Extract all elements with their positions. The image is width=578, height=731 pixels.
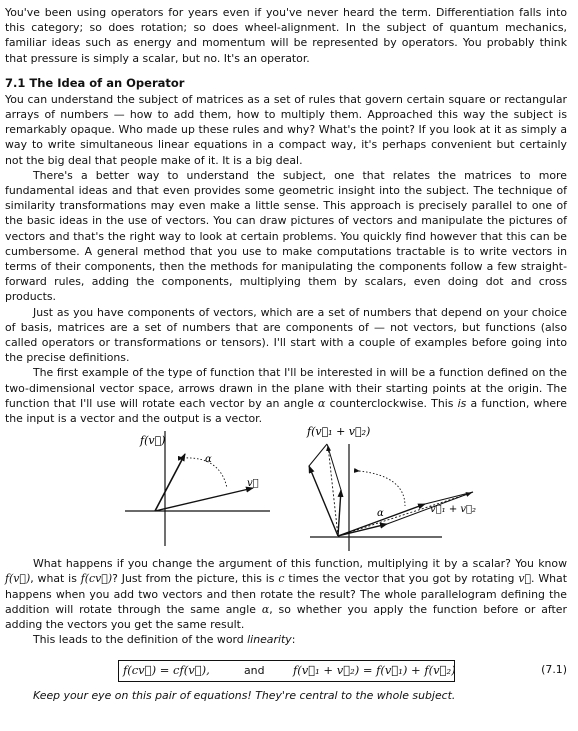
rotation-diagram [5,426,567,556]
equation-box [118,660,455,682]
right-label-alpha: α [377,508,384,520]
right-rotated-side-b [327,444,341,490]
paragraph-scalar-question: What happens if you change the argument of this function, multiplying it by a scalar? You know f(v⃗), what is f(cv⃗)? Just from the picture, this is c times the vector that you got by rotating v⃗. What happens when you add two vectors and then rotate the result? The whole parallelogram defining the addition will rotate through the same angle α, so whether you apply the function before or after adding the vectors you get the same result. [5,557,567,632]
equation-scalar: f(cv⃗) = cf(v⃗), [123,662,210,677]
right-label-sum: v⃗₁ + v⃗₂ [430,504,477,516]
paragraph-better-way: There's a better way to understand the subject, one that relates the matrices to more fundamental ideas and that even provides some geometric insight into the subject. The technique of similarity transformations may even make a little sense. This approach is precisely parallel to one of the basic ideas in the use of vectors. You can draw pictures of vectors and manipulate the pictures of vectors and that's the right way to look at certain problems. You quickly find however that this can be cumbersome. A general method that you use to make computations tractable is to write vectors in terms of their components, then the methods for manipulating the components follow a few straight-forward rules, adding the components, multiplying them by scalars, even doing dot and cross products. [5,168,567,304]
equation-and: and [244,663,265,677]
closing-sentence: Keep your eye on this pair of equations! They're central to the whole subject. [33,688,456,702]
right-rotated-v1 [309,466,338,536]
paragraph-matrices: You can understand the subject of matrices as a set of rules that govern certain square or rectangular arrays of numbers — how to add them, how to multiply them. Approached this way the subject is remarkably opaque. Who made up these rules and why? What's the point? If you look at it as simply a way to write simultaneous linear equations in a compact way, it's perhaps convenient but certainly not the big deal that people make of it. It is a big deal. [5,92,567,167]
equation-additive: f(v⃗₁ + v⃗₂) = f(v⃗₁) + f(v⃗₂) [293,662,456,677]
paragraph-components: Just as you have components of vectors, which are a set of numbers that depend on your choice of basis, matrices are a set of numbers that are components of — not vectors, but functions (also called operators or transformations or tensors). I'll start with a couple of examples before going into the precise definitions. [5,305,567,365]
right-rotation-arc [359,471,405,506]
right-vector-v2 [338,524,387,536]
left-rotated-vector [155,454,185,511]
left-vector-v [155,488,253,511]
paragraph-linearity-intro: This leads to the definition of the word linearity: [33,633,296,647]
document-body [5,5,567,703]
intro-paragraph: You've been using operators for years even if you've never heard the term. Differentiation falls into this category; so does rotation; so does wheel-alignment. In the subject of quantum mechanics, familiar ideas such as energy and momentum will be represented by operators. You probably think that pressure is simply a scalar, but no. It's an operator. [5,6,567,65]
right-label-top: f(v⃗₁ + v⃗₂) [307,426,371,439]
left-diagram [125,431,270,546]
rotation-figure [5,426,567,556]
equation-number: (7.1) [541,662,567,676]
left-label-alpha: α [205,454,212,466]
paragraph-rotation-example: The first example of the type of function that I'll be interested in will be a function defined on the two-dimensional vector space, arrows drawn in the plane with their starting points at the origin. The function that I'll use will rotate each vector by an angle α counterclockwise. This is a function, where the input is a vector and the output is a vector. [5,366,567,426]
right-side-b [425,492,473,504]
right-rotated-side-a [309,444,327,466]
left-label-v: v⃗ [247,478,259,490]
section-heading: 7.1 The Idea of an Operator [5,75,185,90]
left-label-fv: f(v⃗) [140,434,166,448]
linearity-equation [5,654,567,688]
right-diagram [306,426,476,551]
right-rotated-v2 [338,490,341,536]
math-alpha: α [318,396,326,410]
